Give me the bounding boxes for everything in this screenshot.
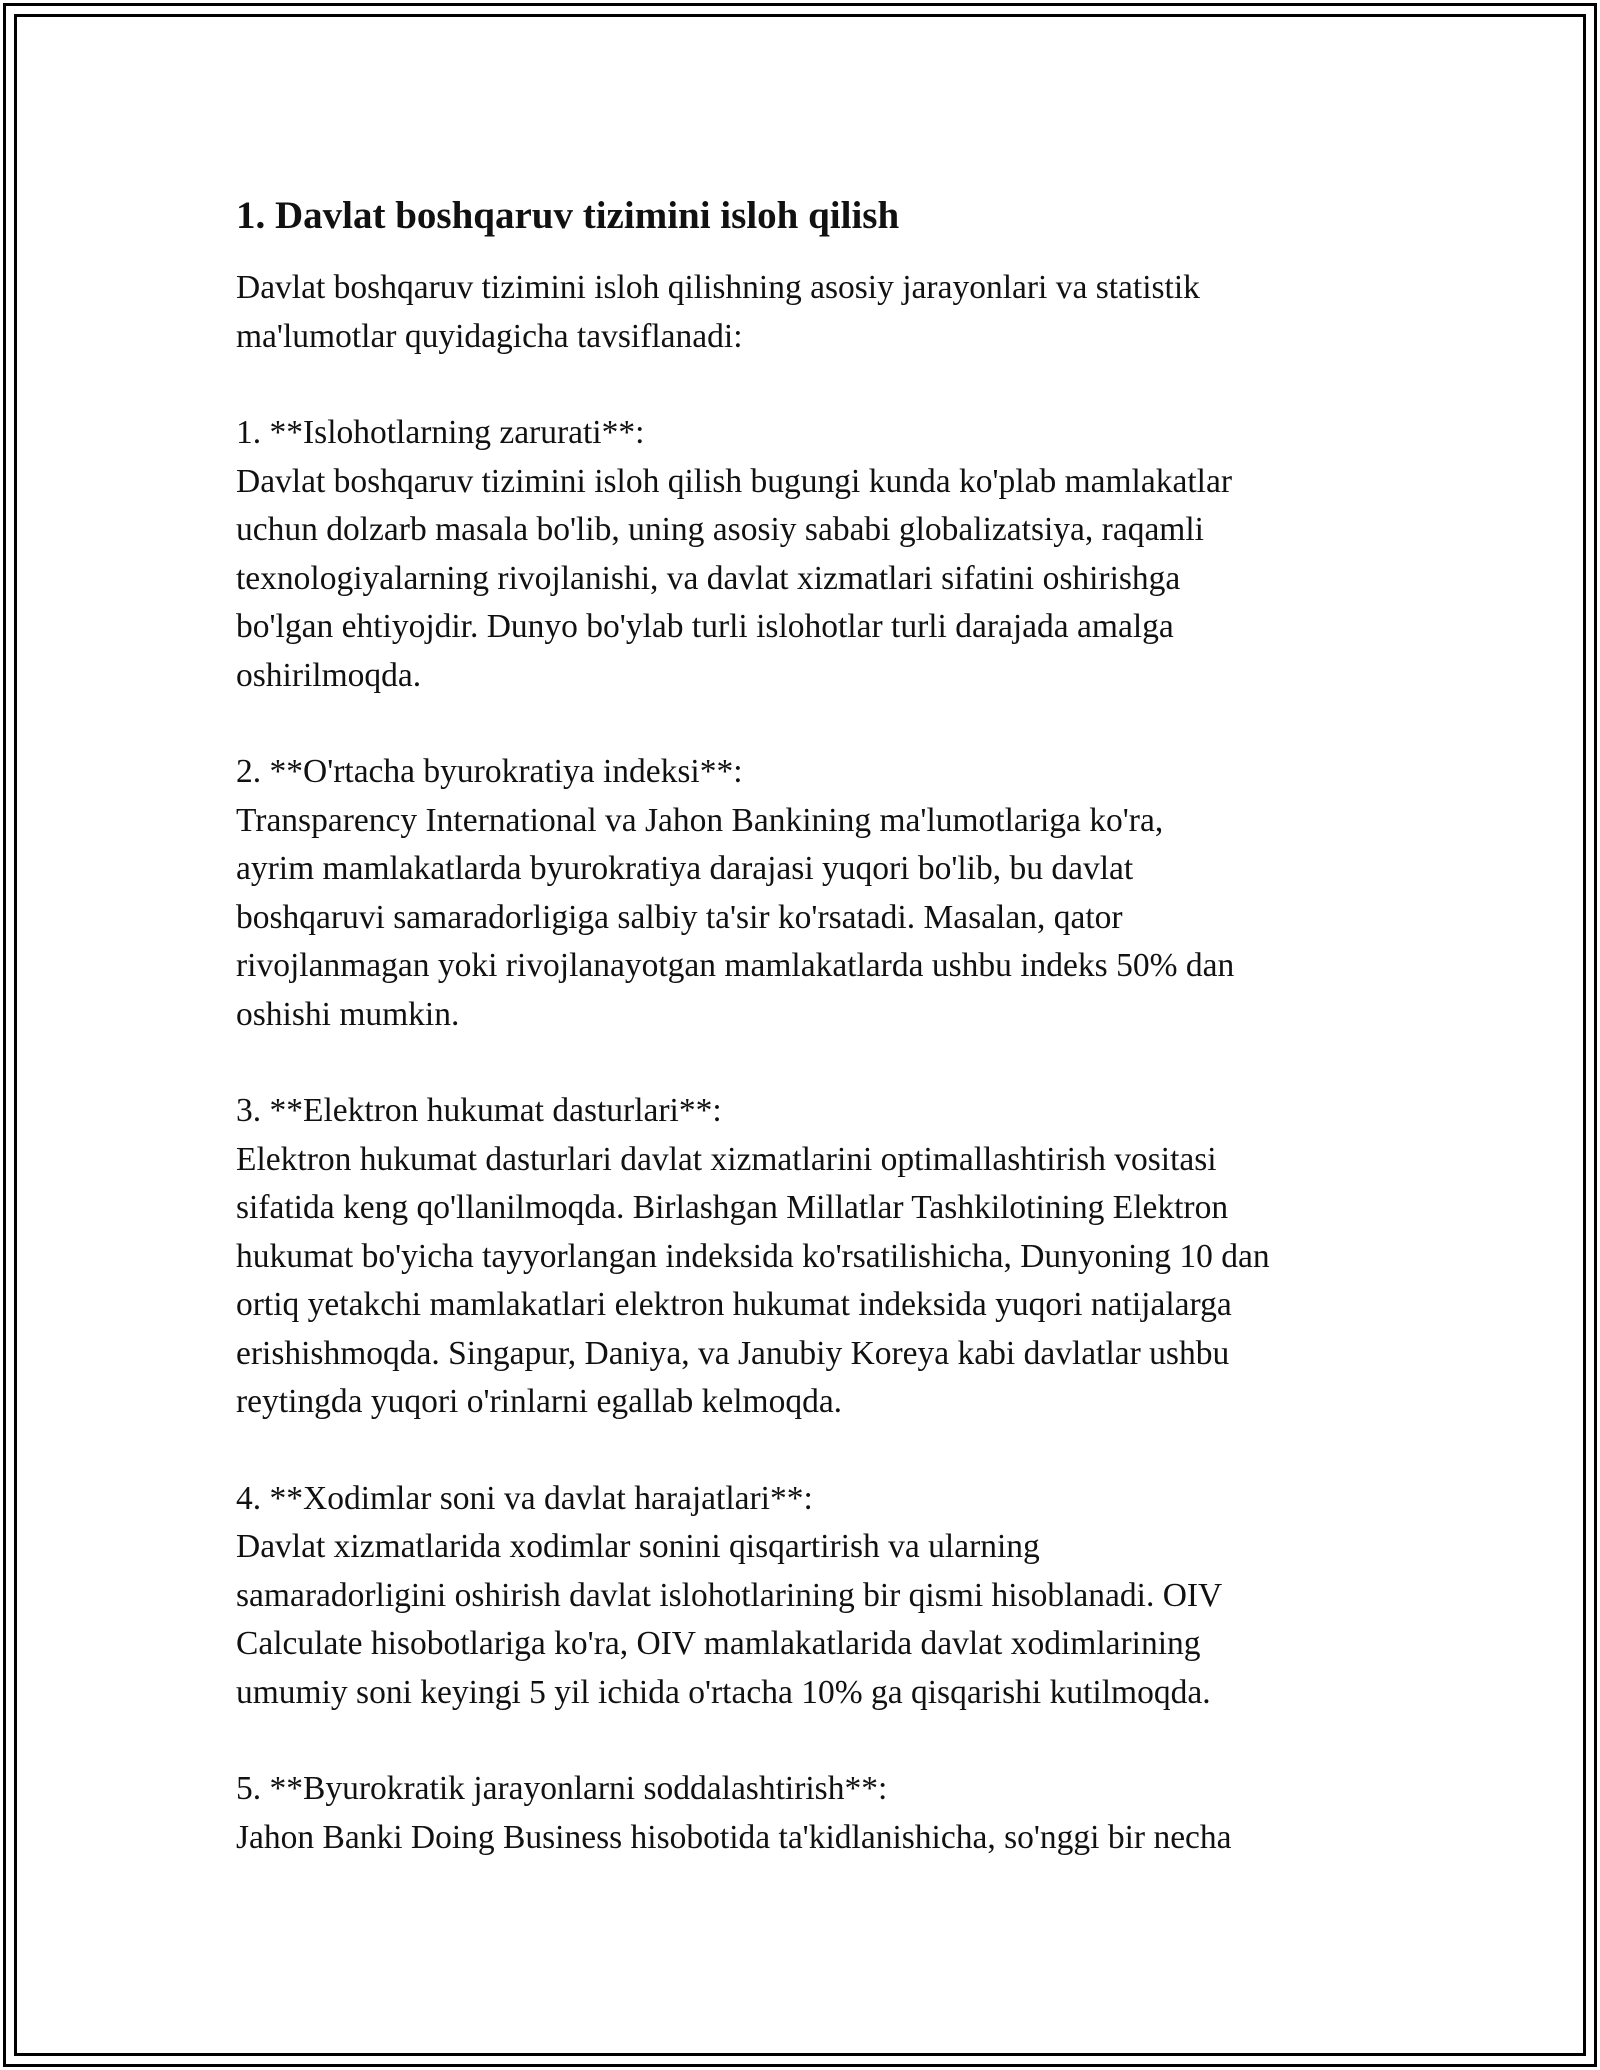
page-title: 1. Davlat boshqaruv tizimini isloh qilish — [236, 194, 900, 237]
section-body: Transparency International va Jahon Bankining ma'lumotlariga ko'ra, ayrim mamlakatlarda byurokratiya darajasi yuqori bo'lib, bu davlat boshqaruvi samaradorligiga salbiy ta'sir ko'rsatadi. Masalan, qator rivojlanmagan yoki rivojlanayotgan mamlakatlarda ushbu indeks 50% dan oshishi mumkin. — [236, 801, 1235, 1033]
section-title: 2. **O'rtacha byurokratiya indeksi**: — [236, 753, 743, 790]
section-body: Davlat boshqaruv tizimini isloh qilish bugungi kunda ko'plab mamlakatlar uchun dolzarb masala bo'lib, uning asosiy sababi globalizatsiya, raqamli texnologiyalarning rivojlanishi, va davlat xizmatlari sifatini oshirishga bo'lgan ehtiyojdir. Dunyo bo'ylab turli islohotlar turli darajada amalga oshirilmoqda. — [236, 462, 1232, 694]
section-title: 3. **Elektron hukumat dasturlari**: — [236, 1092, 722, 1129]
section-3 — [236, 1087, 1376, 1427]
section-1 — [236, 409, 1376, 700]
section-4 — [236, 1475, 1376, 1718]
section-5 — [236, 1765, 1376, 1862]
intro-paragraph: Davlat boshqaruv tizimini isloh qilishning asosiy jarayonlari va statistik ma'lumotlar quyidagicha tavsiflanadi: — [236, 269, 1200, 355]
section-body: Elektron hukumat dasturlari davlat xizmatlarini optimallashtirish vositasi sifatida keng qo'llanilmoqda. Birlashgan Millatlar Tashkilotining Elektron hukumat bo'yicha tayyorlangan indeksida ko'rsatilishicha, Dunyoning 10 dan ortiq yetakchi mamlakatlari elektron hukumat indeksida yuqori natijalarga erishishmoqda. Singapur, Daniya, va Janubiy Koreya kabi davlatlar ushbu reytingda yuqori o'rinlarni egallab kelmoqda. — [236, 1140, 1270, 1420]
section-body: Davlat xizmatlarida xodimlar sonini qisqartirish va ularning samaradorligini oshirish davlat islohotlarining bir qismi hisoblanadi. OIV Calculate hisobotlariga ko'ra, OIV mamlakatlarida davlat xodimlarining umumiy soni keyingi 5 yil ichida o'rtacha 10% ga qisqarishi kutilmoqda. — [236, 1528, 1223, 1711]
section-body: Jahon Banki Doing Business hisobotida ta'kidlanishicha, so'nggi bir necha — [236, 1818, 1232, 1856]
section-title: 4. **Xodimlar soni va davlat harajatlari**: — [236, 1479, 813, 1517]
document-content — [236, 190, 1376, 1862]
section-2 — [236, 748, 1376, 1039]
section-title: 5. **Byurokratik jarayonlarni soddalashtirish**: — [236, 1770, 888, 1807]
section-title: 1. **Islohotlarning zarurati**: — [236, 414, 645, 451]
